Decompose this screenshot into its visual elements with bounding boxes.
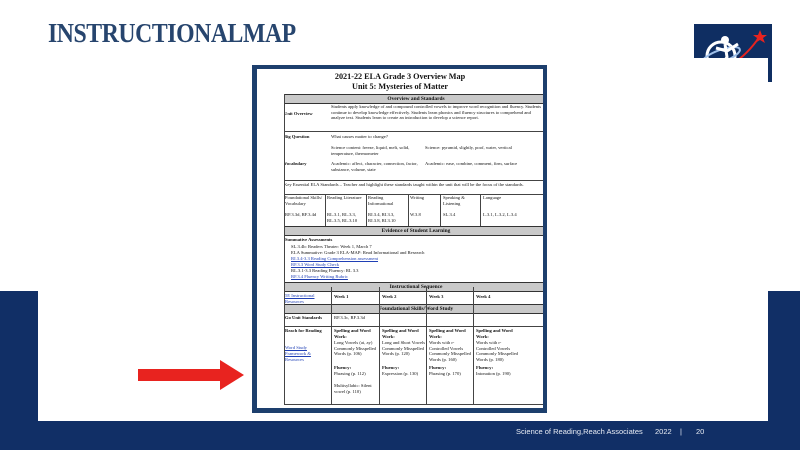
week-3-fluency-heading: Fluency: <box>429 365 447 370</box>
week-3-heading: Spelling and Word Work: <box>429 328 466 339</box>
summative-label: Summative Assessments <box>285 237 333 242</box>
week-2-body: Long and Short Vowels Commonly Misspelled Words (p. 120) <box>382 340 426 357</box>
vocab-science-right: Science: pyramid, slightly, poof, water, vertical <box>425 145 512 150</box>
framework-link[interactable]: Framework & Resources <box>285 351 311 362</box>
go-unit-text: RF.3.3c, RF.3.3d <box>334 315 365 320</box>
summative-item-2: ELA Summative: Grade 3 ELA-MAP: Read Informational and Research <box>291 250 425 255</box>
document-title: 2021-22 ELA Grade 3 Overview Map <box>334 72 466 81</box>
week-3-header: Week 3 <box>429 294 444 299</box>
go-unit-label: Go Unit Standards <box>285 315 323 320</box>
std-value-1: RF.3.3d, RF.3.4d <box>285 212 317 217</box>
reach-label: Reach for Reading <box>285 328 322 333</box>
section-sequence: Instructional Sequence <box>284 282 543 292</box>
footer-text: Science of Reading,Reach Associates <box>516 427 643 436</box>
summative-item-1: SL.3.4b: Readers Theater: Week 1, March 7 <box>291 244 372 249</box>
std-header-3: Reading Informational <box>368 195 394 206</box>
std-header-1: Foundational Skills/ Vocabulary <box>285 195 323 206</box>
week-4-body: Words with r-Controlled Vowels Commonly Misspelled Words (p. 180) <box>476 340 518 362</box>
vocab-science: Science content: freeze, liquid, melt, solid, temperature, thermometer <box>331 145 410 156</box>
week-4-fluency: Intonation (p. 190) <box>476 371 511 376</box>
week-2-heading: Spelling and Word Work: <box>382 328 419 339</box>
summative-item-6[interactable]: RF.3.4 Fluency Writing Rubric <box>291 274 348 279</box>
week-2-fluency-heading: Fluency: <box>382 365 400 370</box>
vocabulary-label: Vocabulary <box>284 161 307 166</box>
week-1-fluency-heading: Fluency: <box>334 365 352 370</box>
vocab-academic-right: Academic: ease, combine, comment, firm, surface <box>425 161 518 166</box>
std-value-6: L.3.1, L.3.2, L.3.4 <box>483 212 517 217</box>
week-4-heading: Spelling and Word Work: <box>476 328 513 339</box>
unit-overview-text: Students apply knowledge of and compound controlled vowels to improve word recognition and fluency. Students continue to develop knowledge effectively. Students learn phonics and fluency structures to comprehend and analyze text. Students learn to create an introduction to develop a science report. <box>331 104 542 121</box>
week-3-fluency: Phrasing (p. 170) <box>429 371 461 376</box>
std-header-6: Language <box>483 195 502 200</box>
section-overview: Overview and Standards <box>284 94 543 104</box>
std-value-3: RI.3.4, RI.3.3, RI.3.8, RI.3.10 <box>368 212 396 223</box>
week-1-header: Week 1 <box>334 294 349 299</box>
week-2-fluency: Expression (p. 130) <box>382 371 419 376</box>
std-header-5: Speaking & Listening <box>443 195 465 206</box>
week-2-header: Week 2 <box>382 294 397 299</box>
word-study-link[interactable]: Word Study <box>285 345 307 350</box>
week-3-body: Words with r-Controlled Vowels Commonly Misspelled Words (p. 160) <box>429 340 471 362</box>
unit-overview-label: Unit Overview <box>284 111 313 116</box>
footer-year: 2022 <box>655 427 672 436</box>
red-arrow-icon <box>138 360 244 395</box>
summative-item-3[interactable]: RI.3.4-3.3 Reading Comprehension assessment <box>291 256 379 261</box>
standards-note: Key Essential ELA Standards – Teacher and highlight these standards taught within the unit that will be the focus of the standards. <box>284 182 524 187</box>
section-foundational: Foundational Skills/Word Study <box>284 304 543 314</box>
std-value-4: W.3.8 <box>410 212 421 217</box>
week-4-fluency-heading: Fluency: <box>476 365 494 370</box>
std-value-5: SL.3.4 <box>443 212 456 217</box>
slide-number: 20 <box>696 427 705 436</box>
slide-title: INSTRUCTIONALMAP <box>48 18 296 48</box>
big-question-text: What causes matter to change? <box>331 134 388 139</box>
summative-item-5: RL.3.1-3.3 Reading Fluency: RL 3.3 <box>291 268 359 273</box>
week-1-body: Long Vowels (ai, ay) Commonly Misspelled Words (p. 106) <box>334 340 376 357</box>
overview-map-document <box>252 65 547 413</box>
section-evidence: Evidence of Student Learning <box>284 226 543 236</box>
big-question-label: Big Question <box>284 134 310 139</box>
week-4-header: Week 4 <box>476 294 491 299</box>
std-header-4: Writing <box>410 195 425 200</box>
summative-item-4[interactable]: RF.3.3 Word Study Check <box>291 262 340 267</box>
vocab-academic: Academic: affect, character, connection, factor, substance, volume, state <box>331 161 418 172</box>
footer-separator: | <box>680 427 682 436</box>
week-1-extra: Multisyllabic: Silent vowel (p. 110) <box>334 383 372 394</box>
week-1-heading: Spelling and Word Work: <box>334 328 371 339</box>
sequence-resources-link[interactable]: 5E Instructional Resources <box>285 293 315 304</box>
document-subtitle: Unit 5: Mysteries of Matter <box>352 82 448 91</box>
std-value-2: RL.3.1, RL.3.3, RL.3.5, RL.3.10 <box>327 212 358 223</box>
week-1-fluency: Phrasing (p. 112) <box>334 371 366 376</box>
std-header-2: Reading Literature <box>327 195 362 200</box>
